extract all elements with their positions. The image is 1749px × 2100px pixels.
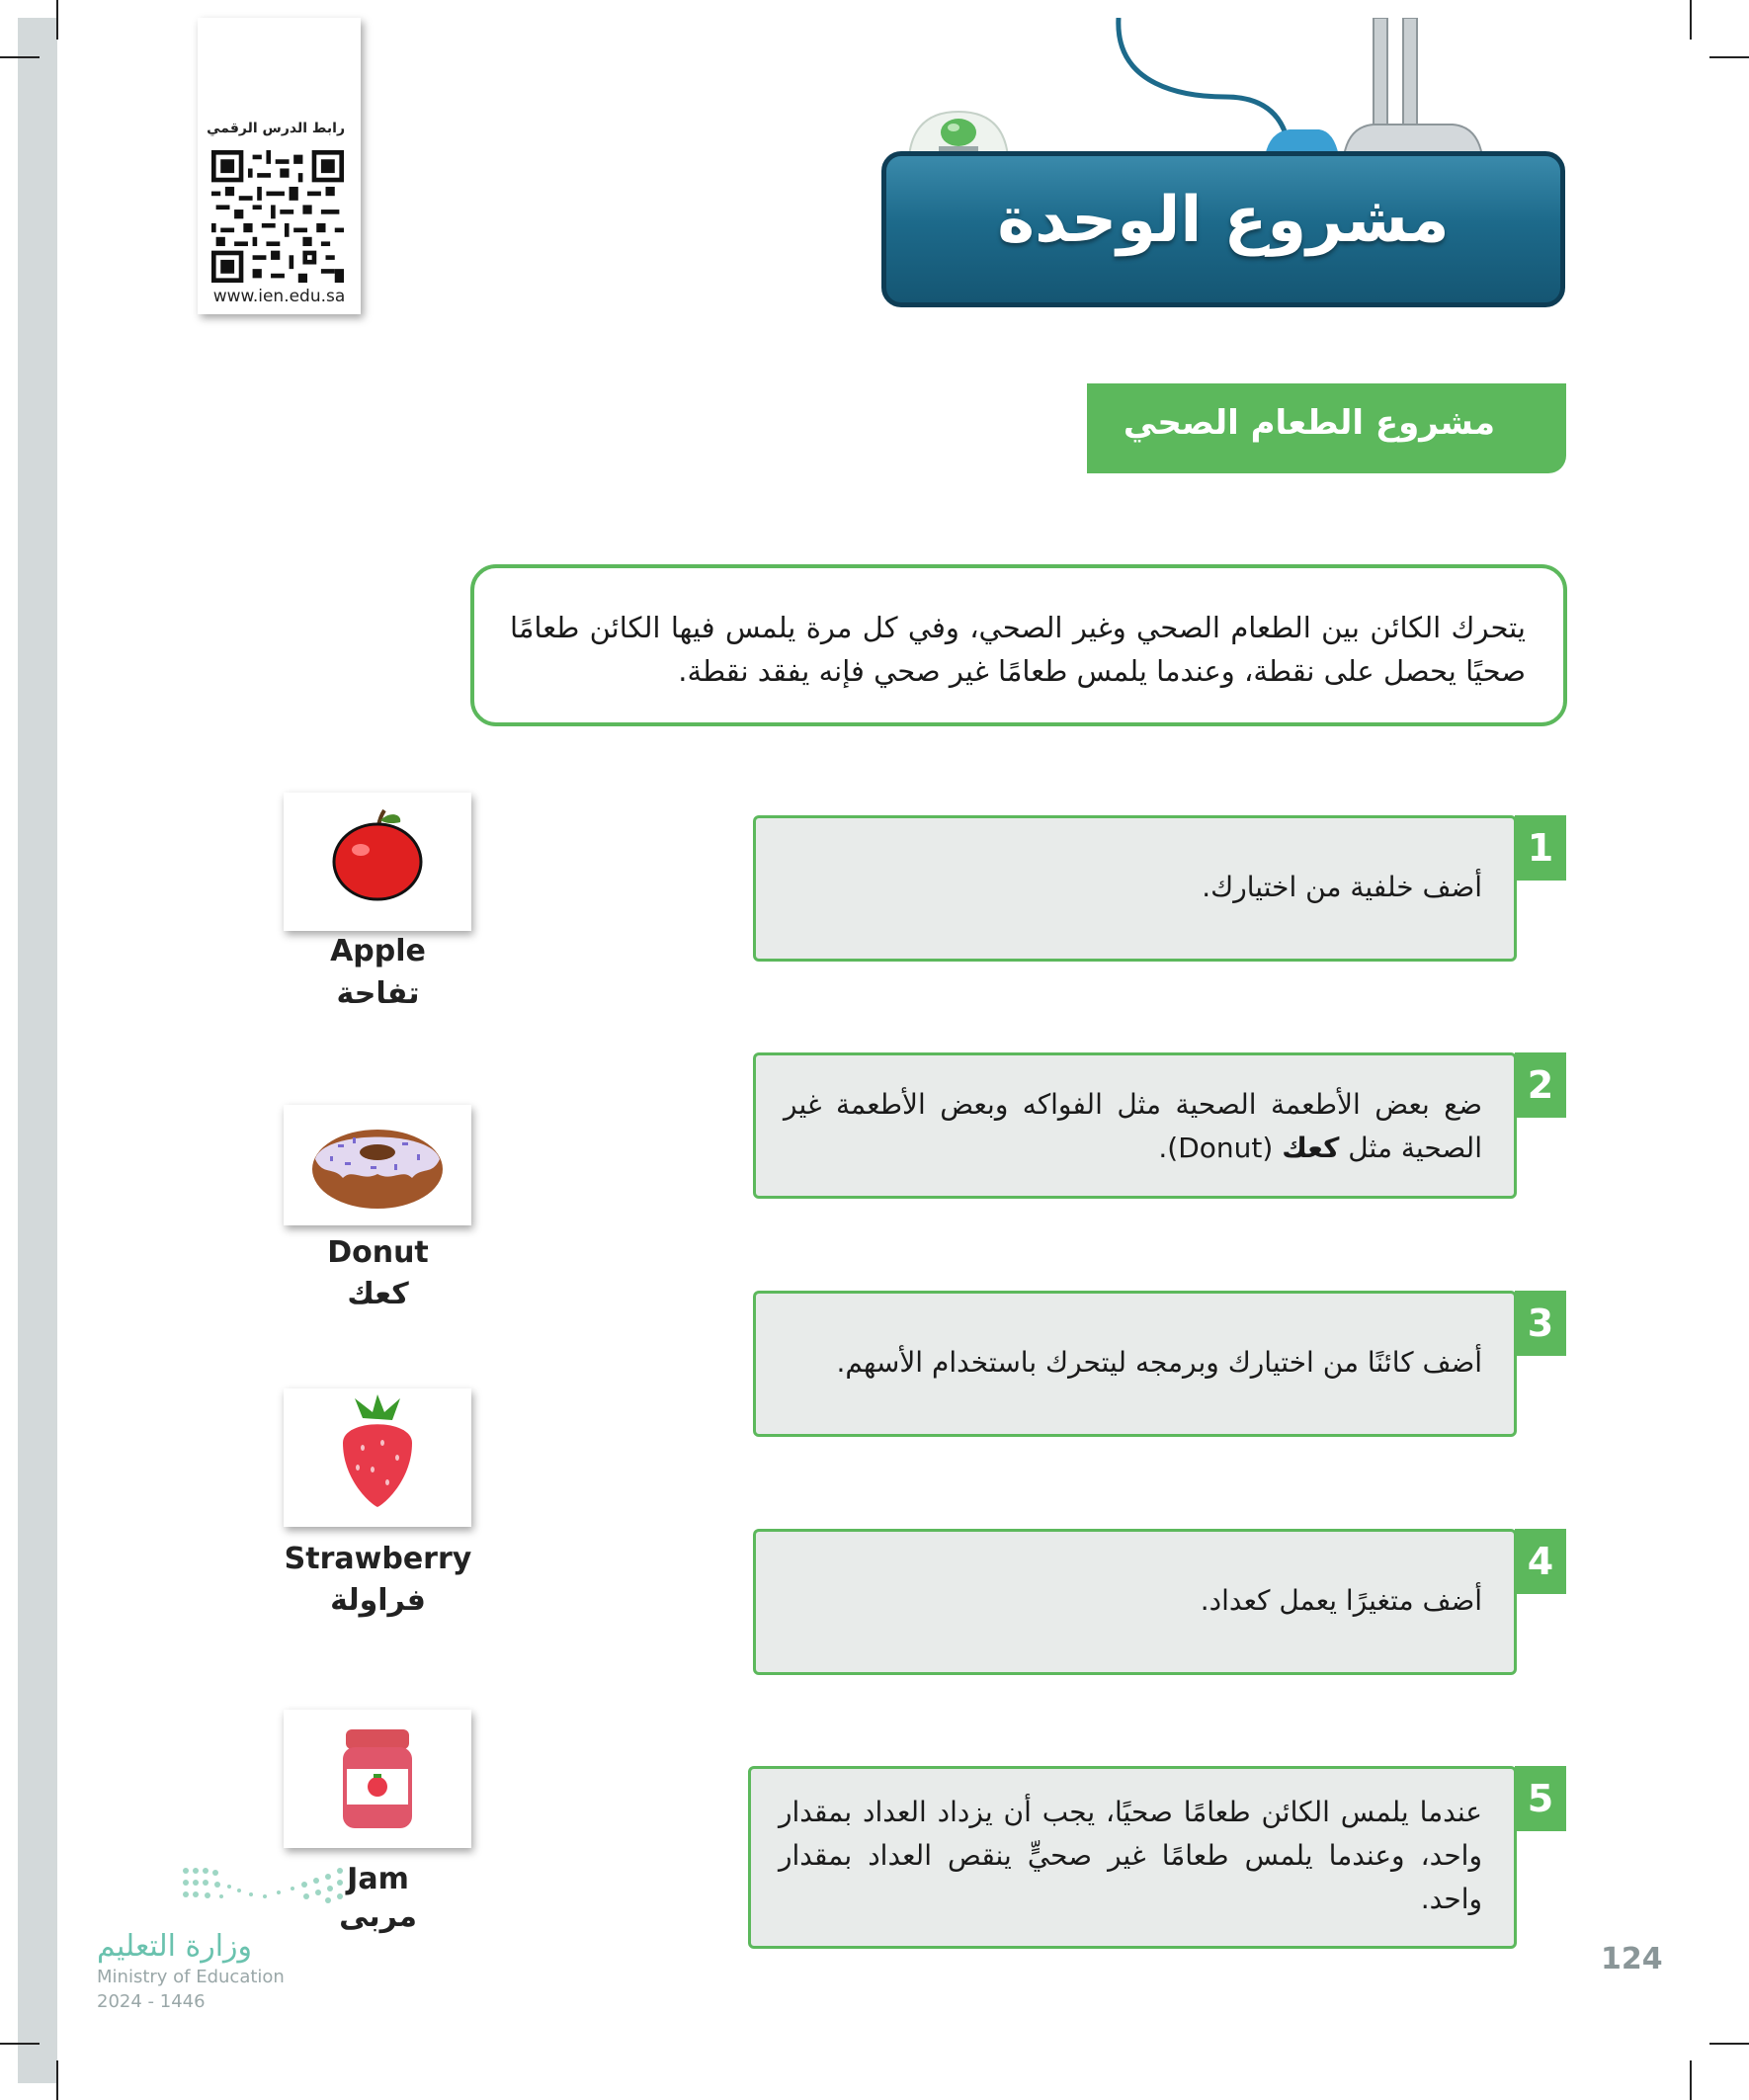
crop-mark [56, 2060, 58, 2100]
food-card-strawberry [284, 1388, 471, 1527]
qr-card[interactable] [198, 18, 361, 314]
step-text-bold: كعك [1282, 1132, 1340, 1164]
food-label-en: Strawberry [284, 1542, 472, 1576]
jam-icon [284, 1710, 471, 1848]
crop-mark [1690, 2060, 1692, 2100]
food-label-en: Jam [347, 1862, 409, 1896]
qr-label: رابط الدرس الرقمي [207, 121, 345, 136]
step-text-part: (Donut). [1158, 1132, 1283, 1164]
page-side-bar [18, 18, 57, 2083]
step-text: عندما يلمس الكائن طعامًا صحيًا، يجب أن يزداد العداد بمقدار واحد، وعندما يلمس طعامًا غير صحيٍّ ينقص العداد بمقدار واحد. [779, 1796, 1482, 1915]
crop-mark [1690, 0, 1692, 40]
ministry-name-ar: وزارة التعليم [97, 1929, 253, 1964]
crop-mark [1709, 2043, 1749, 2045]
step-number: 3 [1515, 1291, 1566, 1356]
ministry-name-en: Ministry of Education [97, 1967, 285, 1987]
crop-mark [56, 0, 58, 40]
ministry-logo-dots [178, 1863, 351, 1912]
food-label-ar: كعك [347, 1277, 409, 1311]
step-3 [753, 1291, 1517, 1437]
ministry-year: 2024 - 1446 [97, 1991, 206, 2012]
page-number: 124 [1601, 1942, 1663, 1976]
food-label-en: Donut [327, 1235, 429, 1270]
step-text-part: ضع بعض الأطعمة الصحية مثل الفواكه وبعض الأطعمة غير الصحية مثل [784, 1088, 1482, 1164]
qr-code-icon[interactable] [211, 150, 344, 283]
step-1 [753, 815, 1517, 962]
step-text: أضف خلفية من اختيارك. [1202, 871, 1482, 903]
crop-mark [0, 2043, 40, 2045]
qr-url[interactable]: www.ien.edu.sa [212, 287, 346, 306]
step-4 [753, 1529, 1517, 1675]
unit-title: مشروع الوحدة [997, 184, 1450, 257]
food-card-donut [284, 1105, 471, 1225]
strawberry-icon [284, 1388, 471, 1527]
donut-icon [284, 1105, 471, 1225]
step-5 [748, 1766, 1517, 1949]
project-intro-box [470, 564, 1567, 726]
food-card-jam [284, 1710, 471, 1848]
crop-mark [0, 56, 40, 58]
step-text: أضف متغيرًا يعمل كعداد. [1200, 1584, 1482, 1617]
food-card-apple [284, 793, 471, 931]
food-label-en: Apple [330, 934, 426, 968]
food-label-ar: فراولة [330, 1583, 426, 1618]
step-number: 2 [1515, 1052, 1566, 1118]
food-label-ar: مربى [339, 1899, 417, 1934]
step-number: 1 [1515, 815, 1566, 881]
step-text: أضف كائنًا من اختيارك وبرمجه ليتحرك باستخدام الأسهم. [836, 1346, 1482, 1379]
step-number: 4 [1515, 1529, 1566, 1594]
unit-banner [870, 18, 1581, 314]
apple-icon [284, 793, 471, 931]
food-label-ar: تفاحة [336, 976, 420, 1011]
step-text [784, 1083, 1482, 1170]
project-title-box [1087, 383, 1566, 473]
project-intro: يتحرك الكائن بين الطعام الصحي وغير الصحي، وفي كل مرة يلمس فيها الكائن طعامًا صحيًا يحصل على نقطة، وعندما يلمس طعامًا غير صحي فإنه يفقد نقطة. [510, 611, 1526, 688]
project-title: مشروع الطعام الصحي [1123, 403, 1495, 443]
unit-title-box [881, 151, 1565, 307]
crop-mark [1709, 56, 1749, 58]
step-2 [753, 1052, 1517, 1199]
step-number: 5 [1515, 1766, 1566, 1831]
banner-decoration [870, 18, 1581, 166]
